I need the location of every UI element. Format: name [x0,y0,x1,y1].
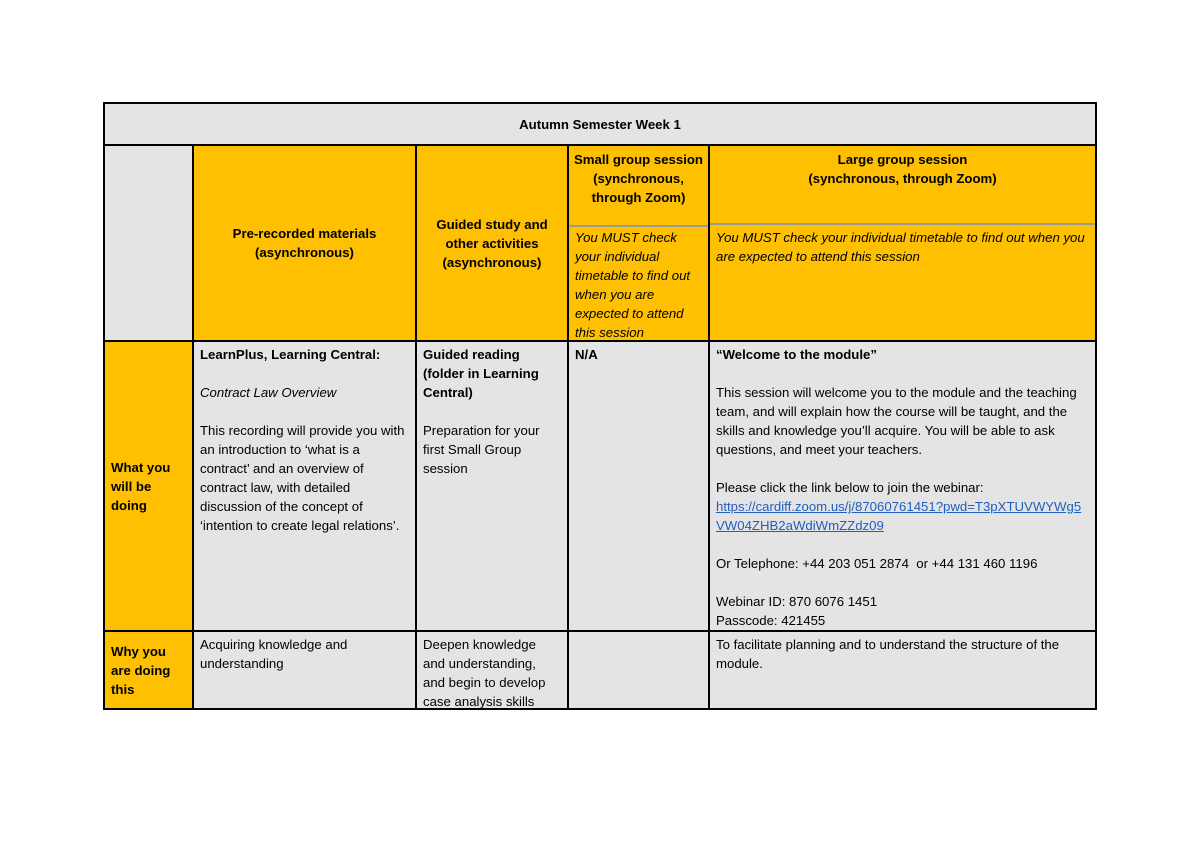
doing-pre-recorded-heading: LearnPlus, Learning Central: [200,347,381,362]
table-title: Autumn Semester Week 1 [105,104,1095,146]
why-guided-study-cell: Deepen knowledge and understanding, and begin to develop case analysis skills [417,632,569,708]
small-group-divider [569,225,708,227]
doing-pre-recorded-subtitle: Contract Law Overview [200,385,337,400]
passcode: Passcode: 421455 [716,613,826,628]
doing-guided-study-cell [417,342,569,632]
why-small-group-cell [569,632,710,708]
small-group-note: You MUST check your individual timetable to find out when you are expected to attend this session [575,230,691,340]
large-group-note: You MUST check your individual timetable to find out when you are expected to attend this session [716,230,1085,264]
webinar-id: Webinar ID: 870 6076 1451 [716,594,878,609]
doing-pre-recorded-cell [194,342,417,632]
small-group-title: Small group session (synchronous, through Zoom) [574,152,703,205]
webinar-link-intro: Please click the link below to join the webinar: [716,480,984,495]
doing-large-group-body: This session will welcome you to the module and the teaching team, and will explain how the course will be taught, and the skills and knowledge you’ll acquire. You will be able to ask questions, and meet your teachers. [716,385,1077,457]
header-pre-recorded: Pre-recorded materials (asynchronous) [194,146,417,342]
header-corner-cell [105,146,194,342]
header-guided-study: Guided study and other activities (asynchronous) [417,146,569,342]
doing-small-group-cell [569,342,710,632]
row-label-why: Why you are doing this [105,632,194,708]
doing-large-group-cell [710,342,1095,632]
doing-guided-study-body: Preparation for your first Small Group session [423,423,540,476]
doing-pre-recorded-body: This recording will provide you with an introduction to ‘what is a contract’ and an overview of contract law, with detailed discussion of the concept of ‘intention to create legal relations’. [200,423,405,533]
telephone-numbers: Or Telephone: +44 203 051 2874 or +44 131 460 1196 [716,556,1038,571]
why-pre-recorded-cell: Acquiring knowledge and understanding [194,632,417,708]
doing-guided-study-heading: Guided reading (folder in Learning Central) [423,347,539,400]
doing-small-group-value: N/A [575,347,598,362]
row-label-doing: What you will be doing [105,342,194,632]
header-small-group [569,146,710,342]
large-group-title: Large group session (synchronous, through Zoom) [808,152,997,186]
webinar-link[interactable]: https://cardiff.zoom.us/j/87060761451?pwd=T3pXTUVWYWg5VW04ZHB2aWdiWmZZdz09 [716,499,1082,533]
timetable [103,102,1097,710]
doing-large-group-heading: “Welcome to the module” [716,347,877,362]
why-large-group-cell: To facilitate planning and to understand the structure of the module. [710,632,1095,708]
header-large-group [710,146,1095,342]
large-group-divider [710,223,1095,225]
